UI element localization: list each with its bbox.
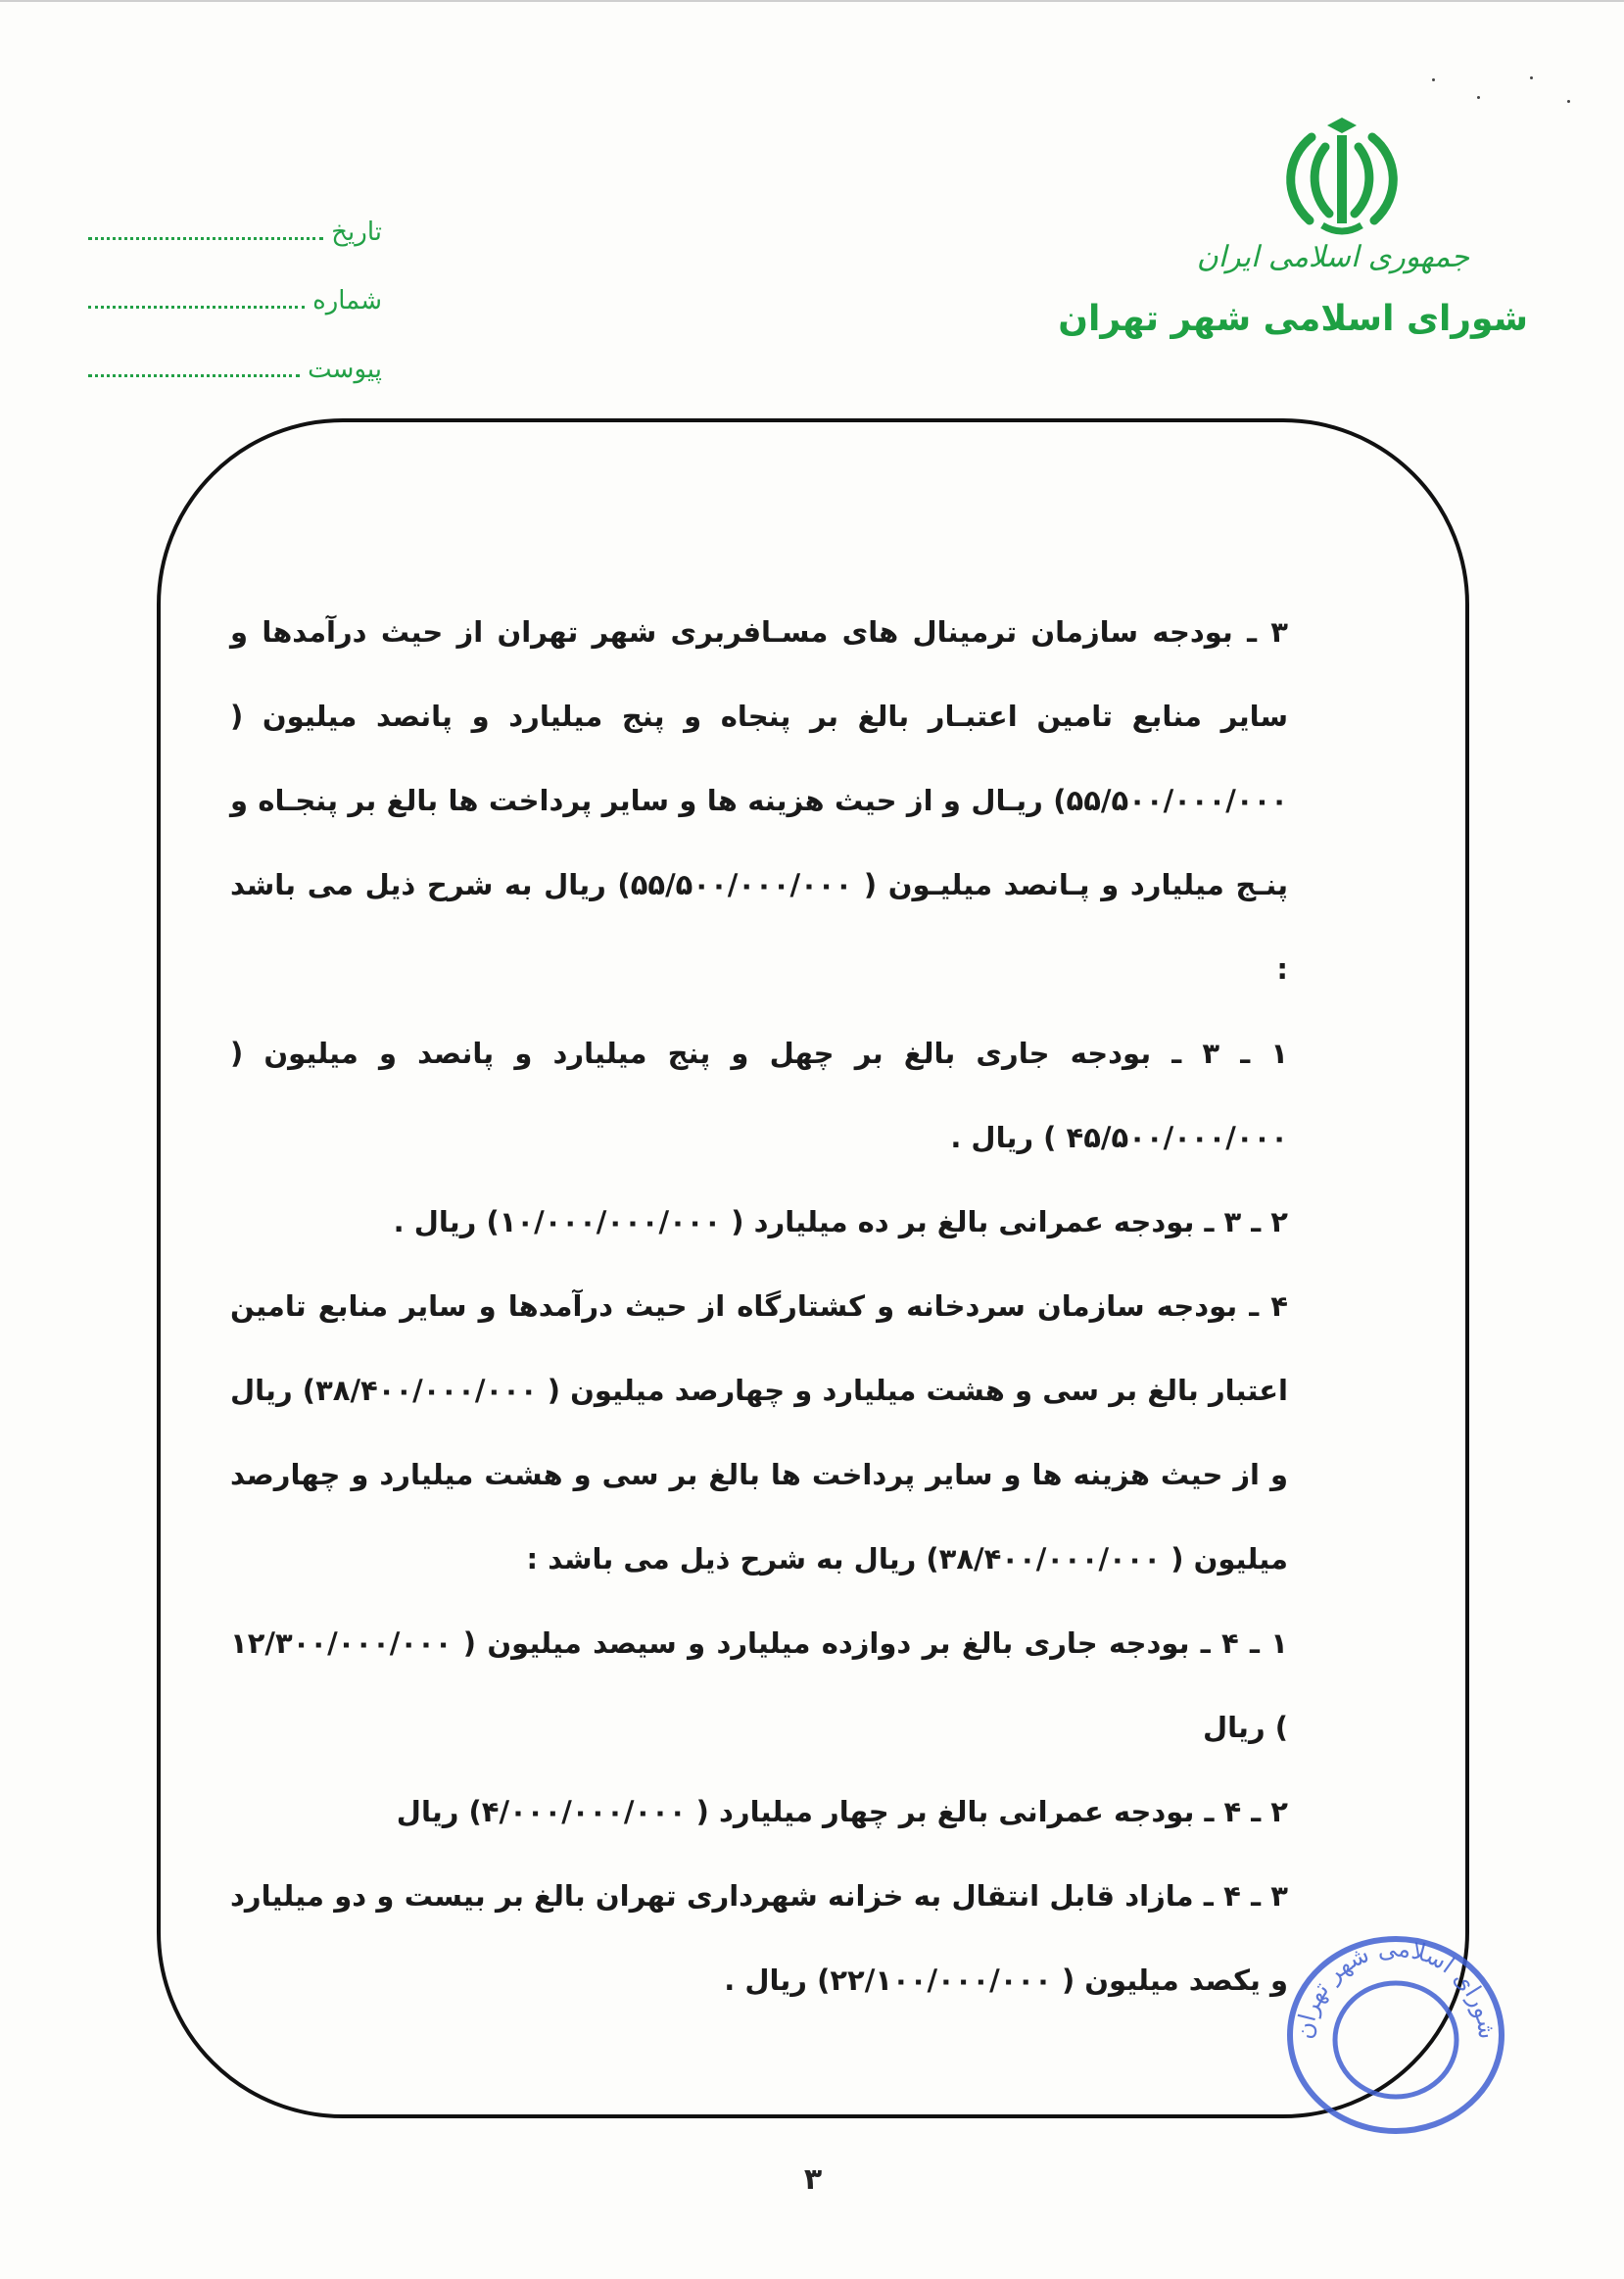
stamp-text: شورای اسلامی شهر تهران	[1290, 1934, 1502, 2041]
letter-meta-fields	[88, 178, 382, 384]
paragraph-section-3-2: ۲ ـ ۳ ـ بودجه عمرانی بالغ بر ده میلیارد ( ۱۰/۰۰۰/۰۰۰/۰۰۰) ریال .	[393, 1205, 1288, 1238]
letterhead-brand	[1058, 118, 1567, 363]
date-dotted-line	[88, 236, 323, 240]
paragraph-section-3: ۳ ـ بودجه سازمان ترمینال های مسـافربری شهر تهران از حیث درآمدها و سایر منابع تامین اعتبـار بالغ بر پنجاه و پنج میلیارد و پانصد میلیون ( ۵۵/۵۰۰/۰۰۰/۰۰۰) ریـال و از حیث هزینه ها و سایر پرداخت ها بالغ بر پنجـاه و پنـج میلیارد و پـانصد میلیـون ( ۵۵/۵۰۰/۰۰۰/۰۰۰) ریال به شرح ذیل می باشد :	[230, 615, 1288, 986]
stray-mark	[1432, 78, 1435, 81]
paragraph-section-4-3: ۳ ـ ۴ ـ مازاد قابل انتقال به خزانه شهرداری تهران بالغ بر بیست و دو میلیارد و یکصد میلیون ( ۲۲/۱۰۰/۰۰۰/۰۰۰) ریال .	[230, 1879, 1288, 1997]
attachment-dotted-line	[88, 373, 300, 377]
page-number: ۳	[803, 2162, 823, 2197]
svg-text:شورای اسلامی شهر تهران	[1291, 1934, 1502, 2040]
council-name: شورای اسلامی شهر تهران	[1058, 299, 1528, 339]
stray-mark	[1567, 100, 1570, 103]
iran-emblem-icon	[1268, 118, 1415, 244]
number-dotted-line	[88, 305, 305, 309]
attachment-field	[88, 315, 382, 384]
document-body	[230, 590, 1288, 2022]
paragraph-section-4-2: ۲ ـ ۴ ـ بودجه عمرانی بالغ بر چهار میلیارد ( ۴/۰۰۰/۰۰۰/۰۰۰) ریال	[396, 1795, 1288, 1828]
stray-mark	[1477, 96, 1480, 99]
paragraph-section-4-1: ۱ ـ ۴ ـ بودجه جاری بالغ بر دوازده میلیارد و سیصد میلیون ( ۱۲/۳۰۰/۰۰۰/۰۰۰ ) ریال	[230, 1626, 1288, 1744]
republic-name: جمهوری اسلامی ایران	[1196, 240, 1469, 274]
council-stamp	[1273, 1927, 1518, 2143]
paragraph-section-3-1: ۱ ـ ۳ ـ بودجه جاری بالغ بر چهل و پنج میلیارد و پانصد و میلیون ( ۴۵/۵۰۰/۰۰۰/۰۰۰ ) ریال .	[230, 1037, 1289, 1154]
paragraph-section-4: ۴ ـ بودجه سازمان سردخانه و کشتارگاه از حیث درآمدها و سایر منابع تامین اعتبار بالغ بر سی و هشت میلیارد و چهارصد میلیون ( ۳۸/۴۰۰/۰۰۰/۰۰۰) ریال و از حیث هزینه ها و سایر پرداخت ها بالغ بر سی و هشت میلیارد و چهارصد میلیون ( ۳۸/۴۰۰/۰۰۰/۰۰۰) ریال به شرح ذیل می باشد :	[230, 1289, 1288, 1576]
attachment-label: پیوست	[308, 355, 382, 384]
date-field	[88, 178, 382, 247]
stray-mark	[1530, 76, 1533, 79]
number-field	[88, 247, 382, 315]
number-label: شماره	[312, 286, 382, 315]
date-label: تاریخ	[331, 218, 382, 247]
